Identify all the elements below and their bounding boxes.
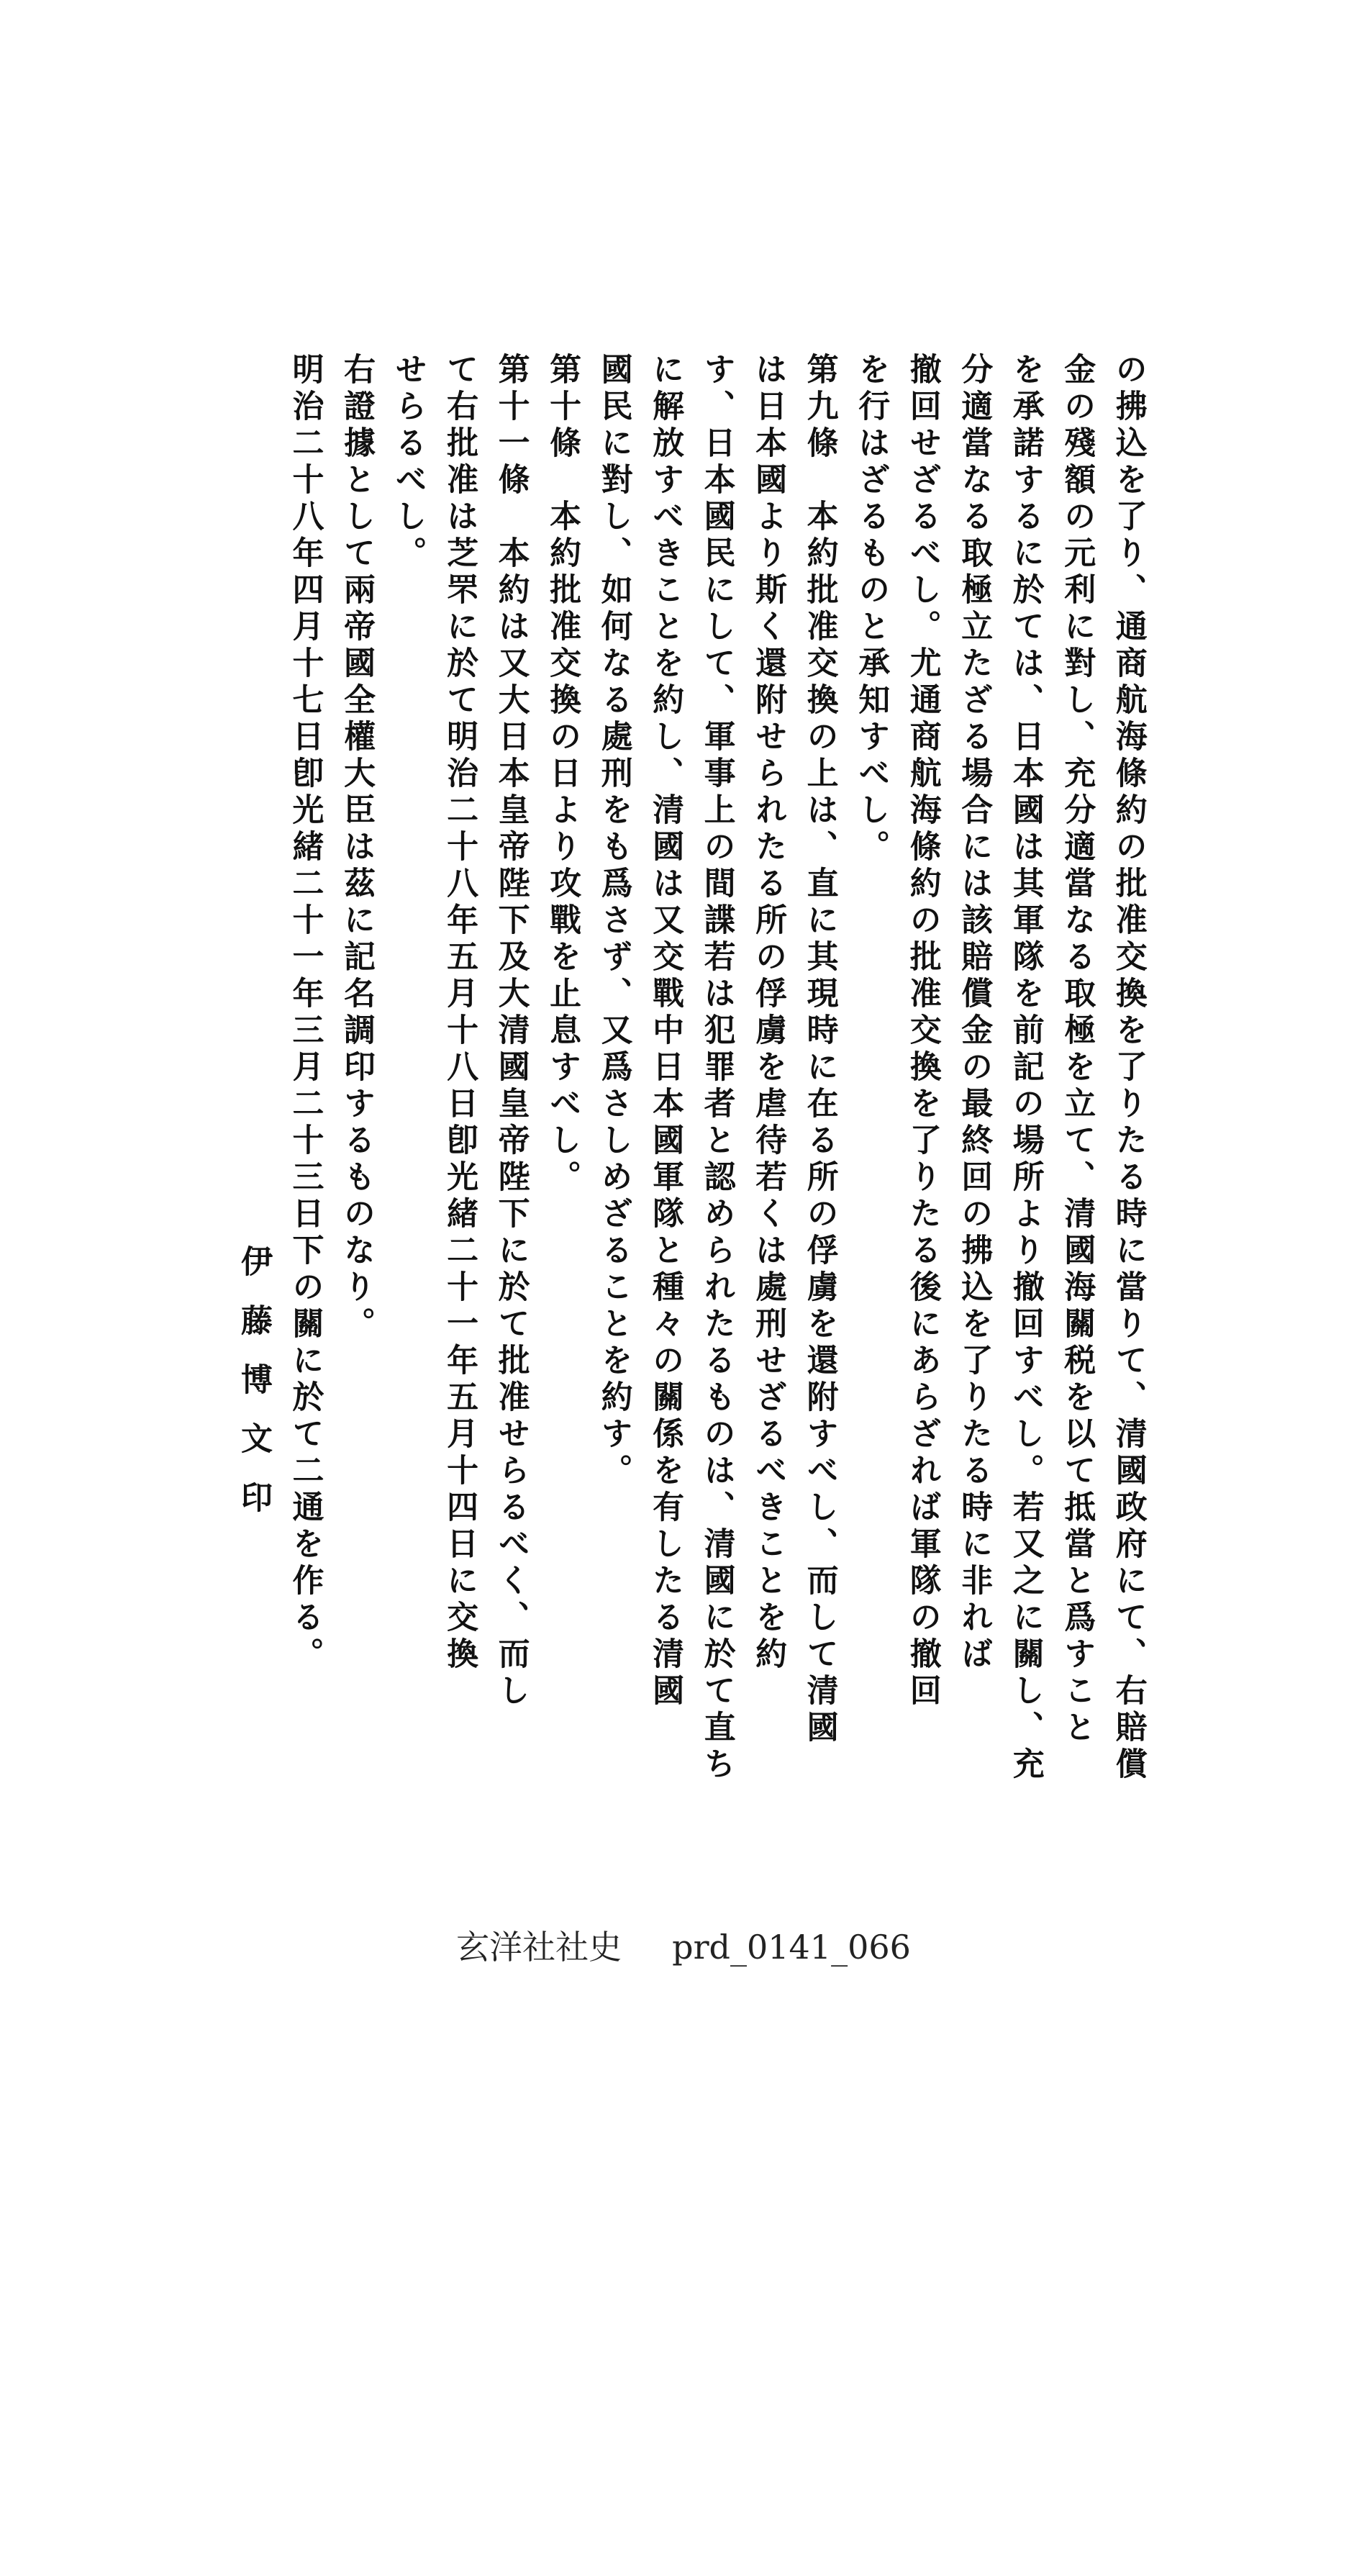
footer-page-id: prd_0141_066 bbox=[672, 1928, 911, 1967]
footer-collection: 玄洋社社史 bbox=[456, 1928, 622, 1967]
text-column: を行はざるものと承知すべし。 bbox=[853, 353, 890, 866]
text-column: 分適當なる取極立たざる場合には該賠償金の最終回の拂込を了りたる時に非れば bbox=[955, 353, 993, 1674]
page-footer bbox=[0, 1921, 1367, 1969]
text-column: に解放すべきことを約し、清國は又交戰中日本國軍隊と種々の關係を有したる清國 bbox=[647, 353, 684, 1710]
text-column: 金の殘額の元利に對し、充分適當なる取極を立て、清國海關税を以て抵當と爲すこと bbox=[1058, 353, 1096, 1747]
text-column: 國民に對し、如何なる處刑をも爲さず、又爲さしめざることを約す。 bbox=[595, 353, 632, 1490]
text-column: の拂込を了り、通商航海條約の批准交換を了りたる時に當りて、清國政府にて、右賠償 bbox=[1109, 353, 1147, 1784]
text-column: せらるべし。 bbox=[389, 353, 427, 573]
vertical-text-block bbox=[235, 353, 1147, 1784]
attestation-column: 右證據として兩帝國全權大臣は茲に記名調印するものなり。 bbox=[338, 353, 376, 1343]
text-column: す、日本國民にして、軍事上の間諜若は犯罪者と認められたるものは、清國に於て直ち bbox=[698, 353, 735, 1784]
article-10-column: 第十條 本約批准交換の日より攻戰を止息すべし。 bbox=[544, 353, 581, 1197]
signature-column: 伊藤博文印 bbox=[235, 1245, 272, 1540]
article-9-column: 第九條 本約批准交換の上は、直に其現時に在る所の俘虜を還附すべし、而して清國 bbox=[801, 353, 838, 1747]
article-11-column: 第十一條 本約は又大日本皇帝陛下及大清國皇帝陛下に於て批准せらるべく、而し bbox=[492, 353, 530, 1710]
text-column: は日本國より斯く還附せられたる所の俘虜を虐待若くは處刑せざるべきことを約 bbox=[750, 353, 787, 1674]
text-column: 撤回せざるべし。尤通商航海條約の批准交換を了りたる後にあらざれば軍隊の撤回 bbox=[904, 353, 941, 1710]
date-column: 明治二十八年四月十七日卽光緒二十一年三月二十三日下の關に於て二通を作る。 bbox=[286, 353, 324, 1674]
text-column: を承諾するに於ては、日本國は其軍隊を前記の場所より撤回すべし。若又之に關し、充 bbox=[1007, 353, 1044, 1784]
text-column: て右批准は芝罘に於て明治二十八年五月十八日卽光緒二十一年五月十四日に交換 bbox=[441, 353, 478, 1674]
